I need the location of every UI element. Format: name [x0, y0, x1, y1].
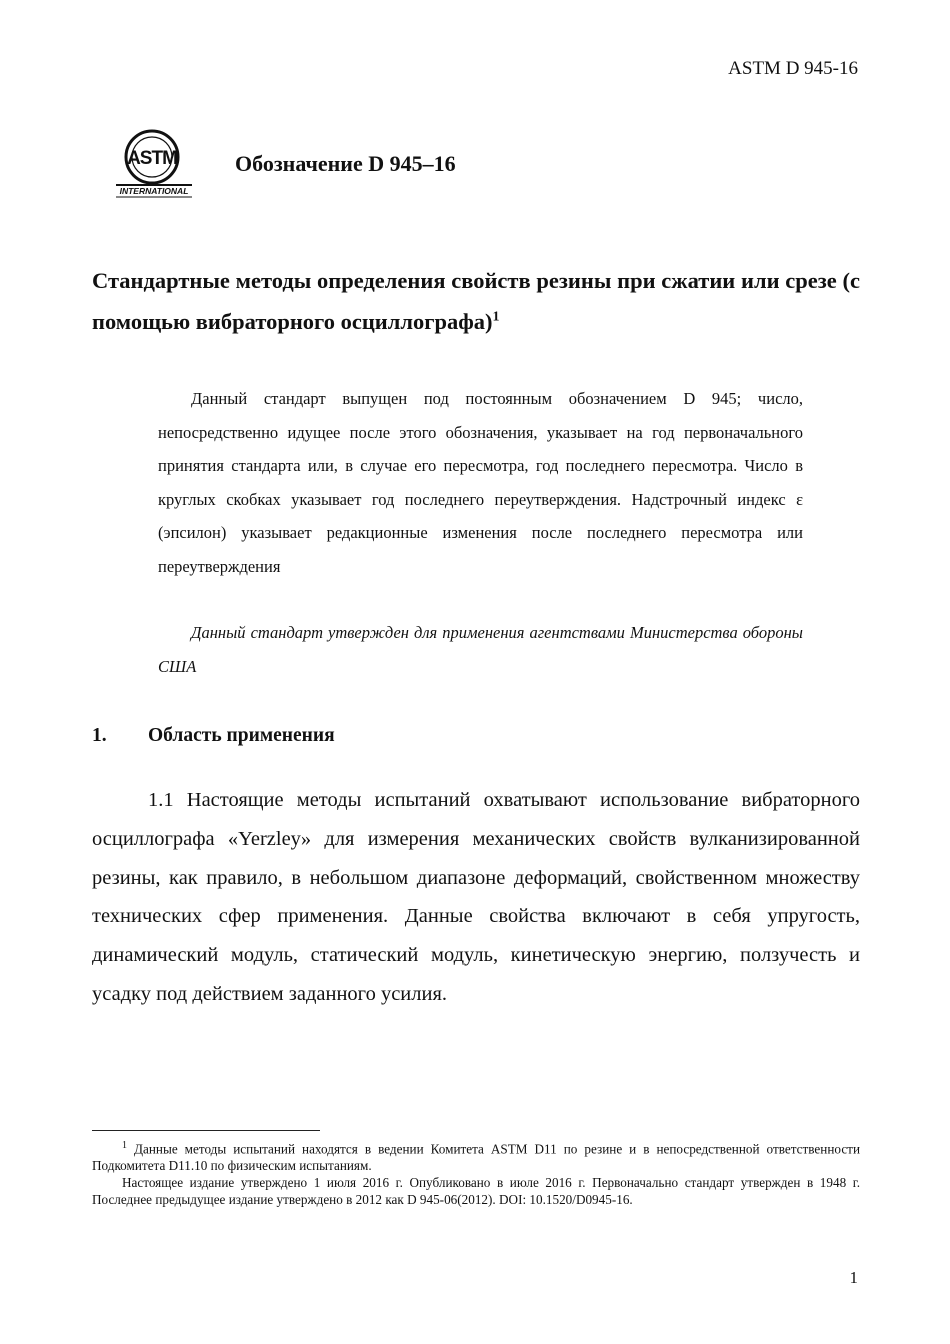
section-title: Область применения	[148, 725, 335, 746]
astm-logo	[112, 128, 196, 198]
page-number: 1	[849, 1268, 858, 1287]
logo-text-top: ASTM	[127, 148, 177, 169]
document-title	[92, 260, 860, 342]
standard-designation: Обозначение D 945–16	[235, 151, 456, 176]
designation-notice: Данный стандарт выпущен под постоянным обозначением D 945; число, непосредственно идущее после этого обозначения, указывает на год первоначального принятия стандарта или, в случае его пересмотра, год последнего пересмотра. Число в круглых скобках указывает год последнего переутверждения. Надстрочный индекс ε (эпсилон) указывает редакционные изменения после последнего пересмотра или переутверждения	[158, 389, 803, 576]
title-footnote-ref: 1	[492, 309, 500, 325]
document-code: ASTM D 945-16	[728, 58, 858, 79]
section-number: 1.	[92, 725, 107, 746]
dod-approval-notice: Данный стандарт утвержден для применения агентствами Министерства обороны США	[158, 623, 803, 676]
scope-paragraph: 1.1 Настоящие методы испытаний охватывают использование вибраторного осциллографа «Yerzley» для измерения механических свойств вулканизированной резины, как правило, в небольшом диапазоне деформаций, свойственном множеству технических сфер применения. Данные свойства включают в себя упругость, динамический модуль, статический модуль, кинетическую энергию, ползучесть и усадку под действием заданного усилия.	[92, 789, 860, 1005]
logo-text-bottom: INTERNATIONAL	[119, 186, 189, 196]
footnote-1-text: Данные методы испытаний находятся в ведении Комитета ASTM D11 по резине и в непосредственной ответственности Подкомитета D11.10 по физическим испытаниям.	[92, 1141, 861, 1174]
document-title-text: Стандартные методы определения свойств резины при сжатии или срезе (с помощью вибраторного осциллографа)	[92, 268, 860, 334]
footnote-marker: 1	[122, 1140, 127, 1151]
footnotes	[92, 1137, 860, 1208]
footnote-2: Настоящее издание утверждено 1 июля 2016 г. Опубликовано в июле 2016 г. Первоначально стандарт утвержден в 1948 г. Последнее предыдущее издание утверждено в 2012 как D 945-06(2012). DOI: 10.1520/D0945-16.	[92, 1175, 860, 1208]
footnote-1	[92, 1137, 860, 1174]
section-heading	[92, 725, 335, 747]
footnote-divider	[92, 1130, 320, 1131]
